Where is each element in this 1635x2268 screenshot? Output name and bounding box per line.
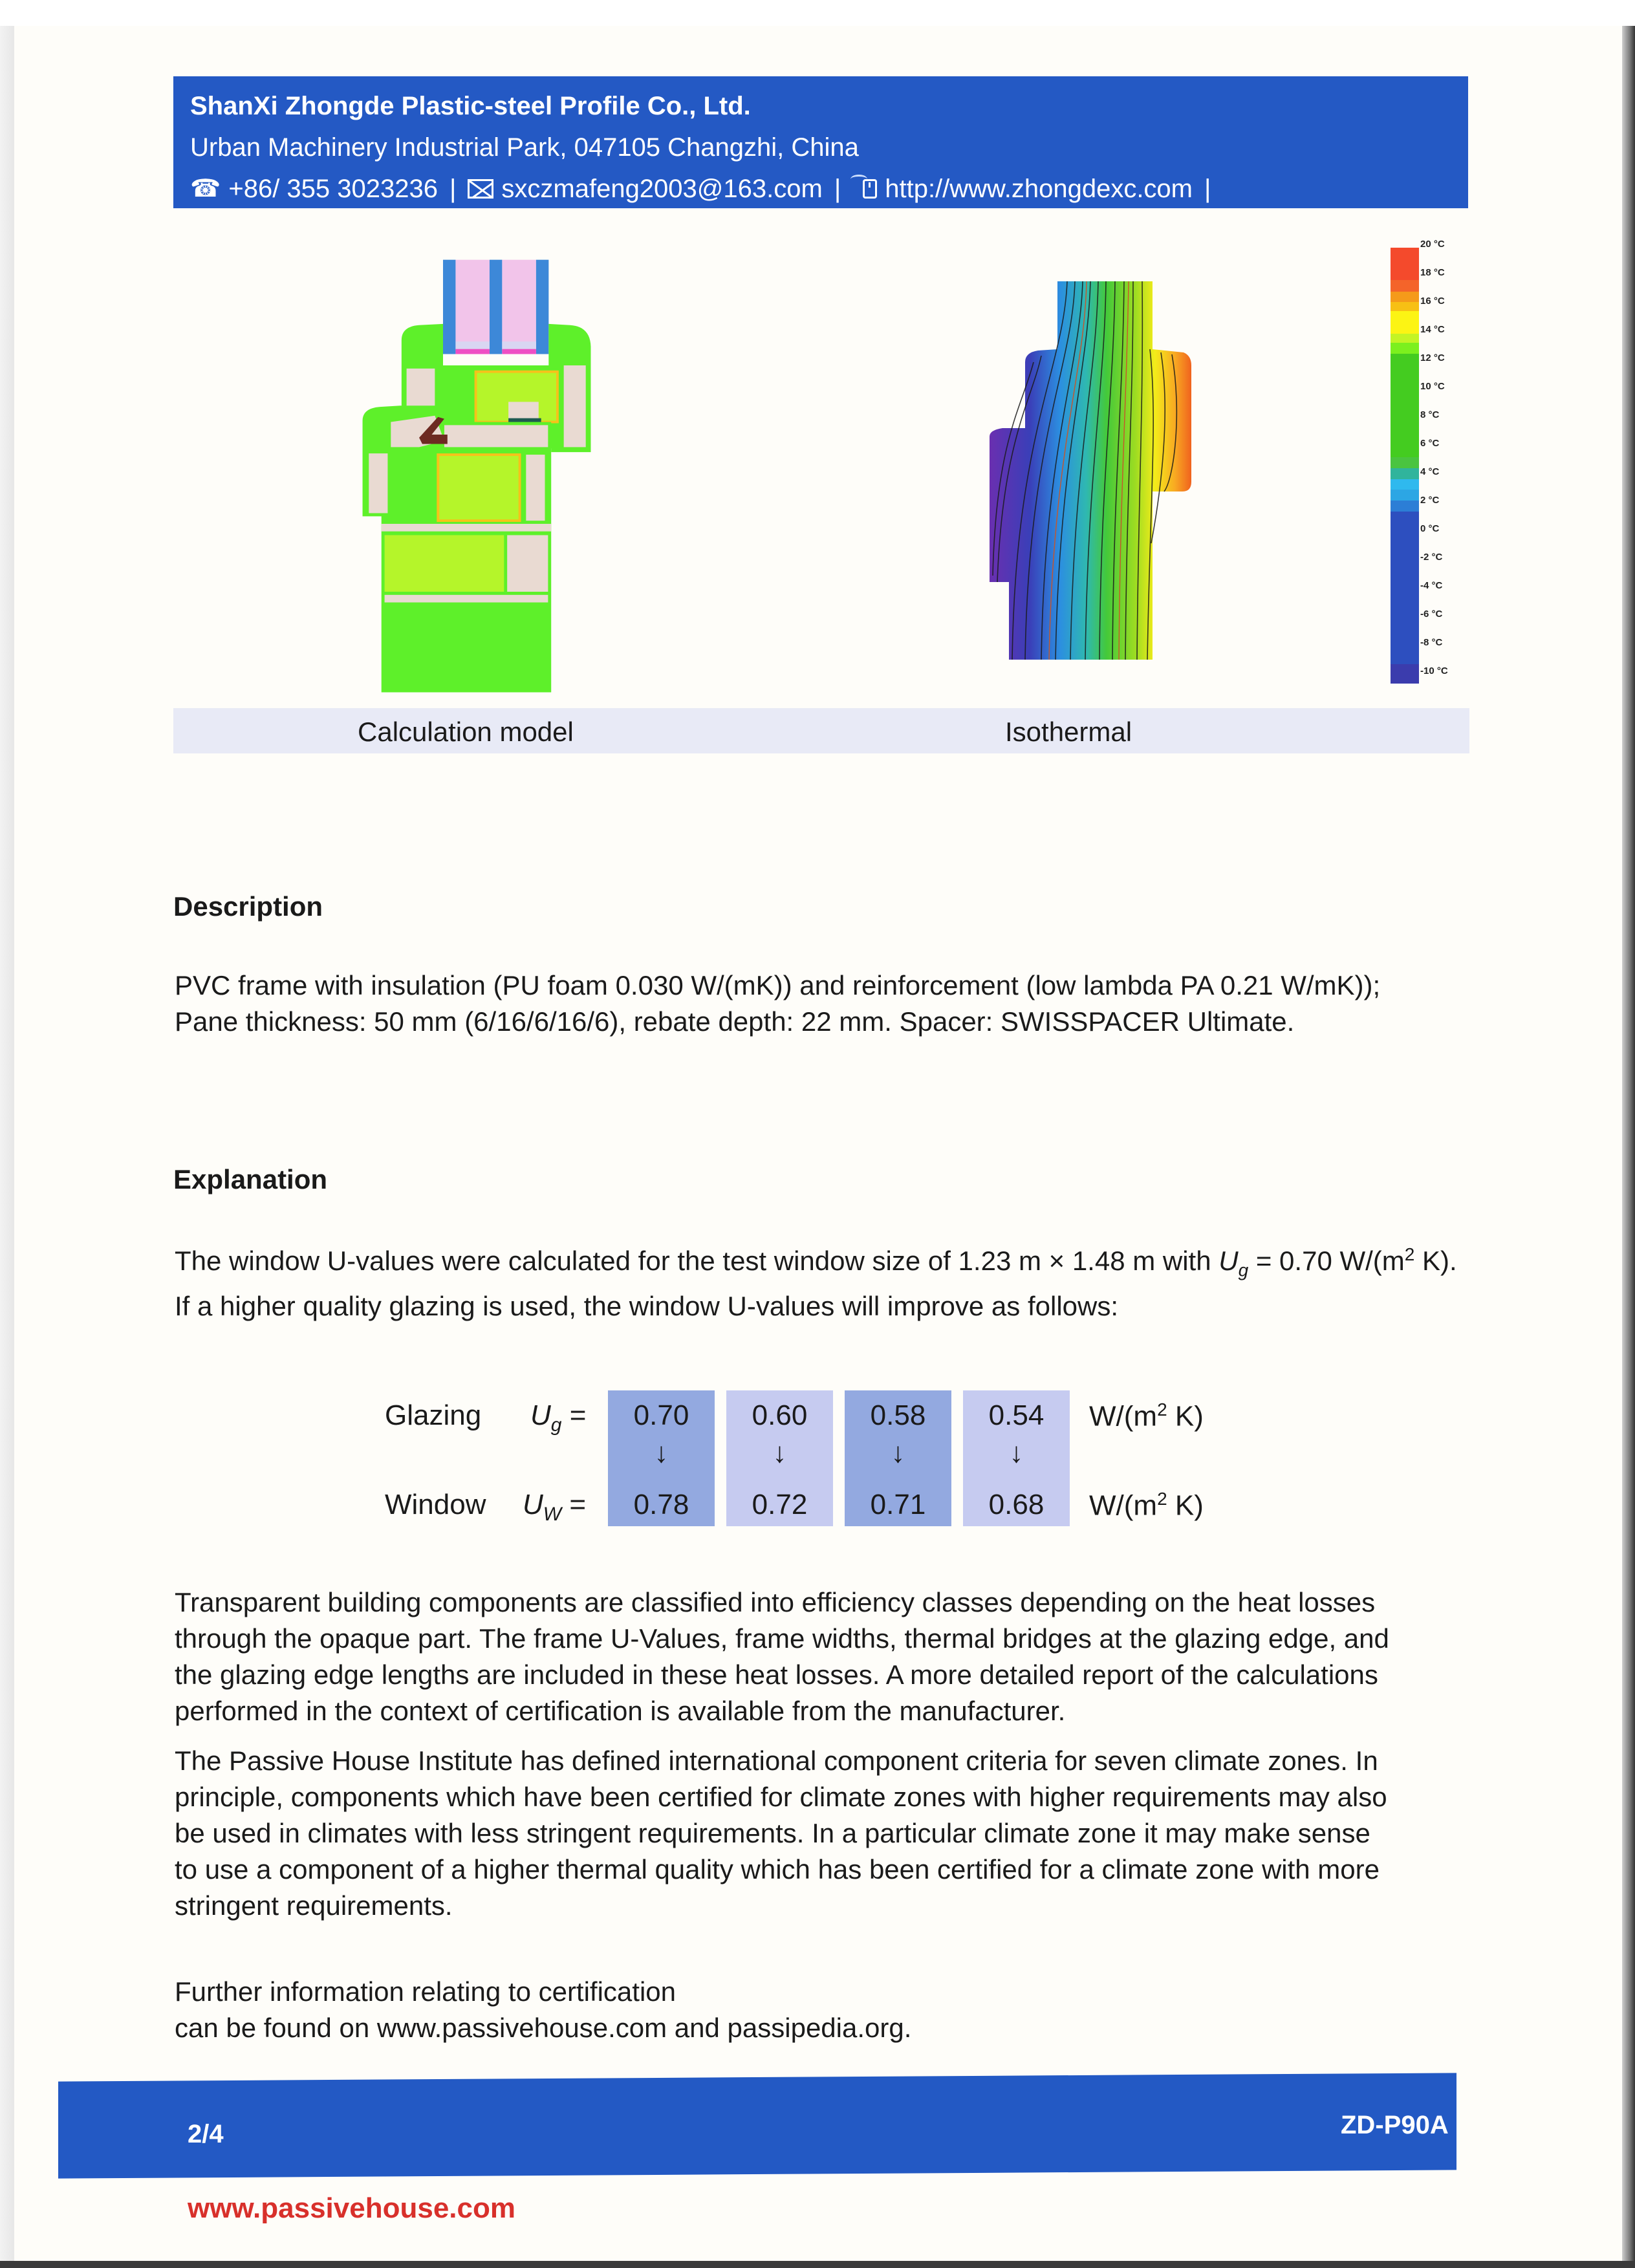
u-value-column [845, 1390, 951, 1526]
description-line: Pane thickness: 50 mm (6/16/6/16/6), rebate depth: 22 mm. Spacer: SWISSPACER Ultimate. [175, 1006, 1295, 1037]
description-line: PVC frame with insulation (PU foam 0.030 W/(mK)) and reinforcement (low lambda PA 0.21 W/mK)); [175, 970, 1381, 1000]
isothermal-figure [964, 272, 1196, 673]
company-address: Urban Machinery Industrial Park, 047105 Changzhi, China [190, 133, 859, 162]
paragraph-further-info: Further information relating to certification can be found on www.passivehouse.com and passipedia.org. [175, 1976, 912, 2043]
glazing-u-value: 0.54 [988, 1399, 1045, 1431]
temperature-legend [1391, 239, 1488, 687]
glazing-unit: $W/(m^2$ K) [1089, 1399, 1204, 1432]
footer-bar [58, 2073, 1456, 2178]
glazing-symbol: $U_g$ = [530, 1399, 587, 1436]
company-header [173, 76, 1468, 208]
arrow-down-icon: ↓ [772, 1437, 787, 1469]
legend-label: -8 °C [1420, 637, 1443, 648]
calculation-model-figure [343, 252, 634, 705]
page-edge-bottom [0, 2261, 1635, 2268]
legend-label: 4 °C [1420, 466, 1440, 477]
legend-color-bar [1391, 248, 1419, 687]
glazing-u-value: 0.60 [752, 1399, 808, 1431]
explanation-line: The window U-values were calculated for the test window size of 1.23 m × 1.48 m with $U_g = 0.70$ $W/(m^2$ K). [175, 1244, 1457, 1280]
legend-label: -10 °C [1420, 665, 1448, 676]
separator: | [834, 175, 841, 203]
mouse-icon [863, 179, 877, 199]
legend-label: 14 °C [1420, 324, 1445, 335]
legend-label: 6 °C [1420, 438, 1440, 449]
caption-calculation-model: Calculation model [358, 717, 574, 747]
glazing-row-label: Glazing [385, 1399, 482, 1431]
paragraph-climate-zones: The Passive House Institute has defined international component criteria for seven climate zones. In principle, components which have been certified for climate zones with higher requirements may also be used in climates with less stringent requirements. In a particular climate zone it may make sense to use a component of a higher thermal quality which has been certified for a climate zone with more stringent requirements. [175, 1745, 1387, 1921]
page-edge-right [1622, 26, 1635, 2268]
legend-label: 2 °C [1420, 495, 1440, 506]
window-u-value: 0.71 [870, 1489, 926, 1520]
telephone-icon: ☎ [190, 175, 221, 202]
u-value-column [726, 1390, 833, 1526]
document-page [14, 26, 1625, 2263]
explanation-text [175, 1237, 1539, 1324]
legend-label: 0 °C [1420, 523, 1440, 534]
legend-label: 12 °C [1420, 352, 1445, 363]
email-link[interactable]: sxczmafeng2003@163.com [501, 175, 823, 203]
product-code: ZD-P90A [1341, 2111, 1449, 2139]
u-value-column [963, 1390, 1070, 1526]
company-name: ShanXi Zhongde Plastic-steel Profile Co., Ltd. [190, 92, 751, 120]
description-text [175, 967, 1539, 1040]
legend-label: -2 °C [1420, 552, 1443, 563]
window-u-value: 0.72 [752, 1489, 808, 1520]
legend-label: -4 °C [1420, 580, 1443, 591]
separator: | [1204, 175, 1211, 203]
window-u-value: 0.78 [633, 1489, 689, 1520]
legend-label: 18 °C [1420, 267, 1445, 278]
legend-label: 16 °C [1420, 296, 1445, 307]
passivehouse-link[interactable]: www.passivehouse.com [188, 2192, 515, 2224]
page-number: 2/4 [188, 2120, 224, 2148]
explanation-line: If a higher quality glazing is used, the window U-values will improve as follows: [175, 1291, 1119, 1322]
paragraph-efficiency-classes: Transparent building components are classified into efficiency classes depending on the heat losses through the opaque part. The frame U-Values, frame widths, thermal bridges at the glazing edge, and the glazing edge lengths are included in these heat losses. A more detailed report of the calculations performed in the context of certification is available from the manufacturer. [175, 1587, 1389, 1726]
website-link[interactable]: http://www.zhongdexc.com [885, 175, 1193, 203]
glazing-u-value: 0.70 [633, 1399, 689, 1431]
legend-label: 20 °C [1420, 239, 1445, 250]
caption-isothermal: Isothermal [1005, 717, 1132, 747]
glazing-u-value: 0.58 [870, 1399, 926, 1431]
explanation-heading: Explanation [173, 1164, 328, 1194]
window-row-label: Window [385, 1489, 486, 1520]
window-u-value: 0.68 [988, 1489, 1045, 1520]
legend-label: -6 °C [1420, 609, 1443, 620]
arrow-down-icon: ↓ [654, 1437, 669, 1469]
arrow-down-icon: ↓ [891, 1437, 905, 1469]
u-value-column [608, 1390, 715, 1526]
legend-label: 8 °C [1420, 409, 1440, 420]
window-unit: $W/(m^2$ K) [1089, 1489, 1204, 1522]
description-heading: Description [173, 891, 323, 922]
separator: | [449, 175, 457, 203]
phone-number: +86/ 355 3023236 [228, 175, 438, 203]
window-symbol: $U_W$ = [523, 1489, 587, 1525]
page-edge-left [0, 26, 16, 2268]
envelope-icon [468, 179, 493, 199]
contact-line [190, 168, 1451, 210]
arrow-down-icon: ↓ [1009, 1437, 1024, 1469]
legend-label: 10 °C [1420, 381, 1445, 392]
